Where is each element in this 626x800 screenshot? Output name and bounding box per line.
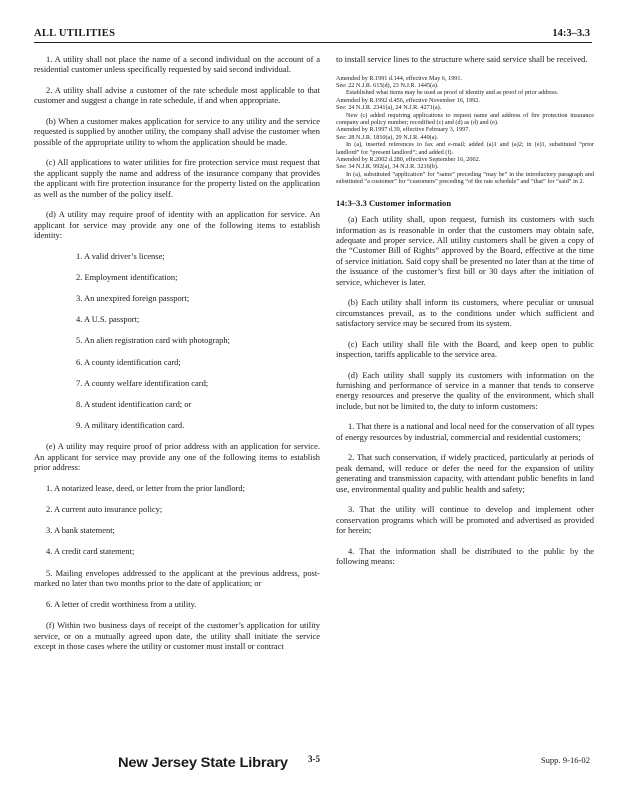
history-note: Amended by R.2002 d.280, effective September 16, 2002. [336, 156, 481, 164]
address-list [34, 483, 320, 610]
list-item: 2. Employment identification; [76, 271, 178, 282]
identity-list [34, 251, 320, 431]
header-rule [34, 42, 592, 43]
left-column [34, 54, 320, 662]
list-item: 2. A current auto insurance policy; [46, 504, 163, 515]
history-note: In (a), inserted references to fax and e-mail; added (a)1 and (a)2; in (e)1, substituted “prior landlord” for “present landlord”; and added (f). [336, 141, 594, 156]
list-item: 8. A student identification card; or [76, 399, 192, 410]
paragraph-c: (c) Each utility shall file with the Board, and keep open to public inspection, tariffs applicable to the service area. [336, 338, 594, 359]
list-item: 1. A notarized lease, deed, or letter from the prior landlord; [46, 482, 245, 493]
paragraph-1: 1. A utility shall not place the name of a second individual on the account of a residential customer unless specifically requested by said second individual. [34, 54, 320, 75]
paragraph-2: 2. A utility shall advise a customer of the rate schedule most applicable to that customer and suggest a change in rate schedule, if and when appropriate. [34, 85, 320, 106]
list-item: 2. That such conservation, if widely practiced, particularly at periods of peak demand, will reduce or defer the need for the expansion of utility generating and transmission capacity, with attendant public benefits in land use, environmental quality and public health and safety; [336, 452, 594, 494]
paragraph-b: (b) When a customer makes application for service to any utility and the service requested is supplied by another utility, the company shall advise the customer when possible of the appropriate utility to whom the application should be made. [34, 116, 320, 147]
page-number: 3-5 [308, 754, 320, 764]
history-note: Amended by R.1997 d.39, effective February 3, 1997. [336, 126, 470, 134]
history-note: See: 28 N.J.R. 1810(a), 29 N.J.R. 449(a). [336, 133, 439, 141]
list-item: 3. That the utility will continue to develop and implement other conservation programs which will be promoted and advertised as provided for herein; [336, 504, 594, 535]
list-item: 4. A credit card statement; [46, 546, 135, 557]
history-note: See: 24 N.J.R. 2341(a), 24 N.J.R. 4271(a). [336, 104, 442, 112]
list-item: 7. A county welfare identification card; [76, 377, 209, 388]
paragraph-b: (b) Each utility shall inform its customers, where peculiar or unusual circumstances prevail, as to the conditions under which sufficient and satisfactory service may be secured from its system. [336, 297, 594, 328]
paragraph-f: (f) Within two business days of receipt of the customer’s application for utility service, or on a mutually agreed upon date, the utility shall initiate the service except in those cases where the utility or customer must install or contract [34, 620, 320, 652]
list-item: 4. That the information shall be distributed to the public by the following means: [336, 545, 594, 566]
list-item: 1. A valid driver’s license; [76, 250, 165, 261]
list-item: 5. An alien registration card with photograph; [76, 335, 230, 346]
list-item: 9. A military identification card. [76, 420, 185, 431]
list-item: 4. A U.S. passport; [76, 314, 140, 325]
history-note: See: 22 N.J.R. 615(d), 23 N.J.R. 1445(a). [336, 82, 439, 89]
history-notes [336, 75, 594, 186]
paragraph-a: (a) Each utility shall, upon request, furnish its customers with such information as is reasonable in order that the customers may obtain safe, adequate and proper service. All utility customers shall be given a copy of the “Customer Bill of Rights” approved by the Board, effective at the time of service initiation. Said copy shall be presented no later than at the time of the issuance of the customer’s first bill or 30 days after the initiation of service, whichever is later. [336, 214, 594, 287]
paragraph-d: (d) Each utility shall supply its customers with information on the furnishing and performance of service in a manner that tends to conserve energy resources and preserve the quality of the environment, which shall include, but not be limited to, the duty to inform customers: [336, 369, 594, 411]
history-note: Established what items may be used as proof of identity and as proof of prior address. [346, 89, 559, 97]
paragraph-e: (e) A utility may require proof of prior address with an application for service. An applicant for service may provide any one of the following items to establish prior address: [34, 441, 320, 473]
library-watermark: New Jersey State Library [118, 754, 288, 770]
list-item: 6. A letter of credit worthiness from a utility. [46, 599, 197, 610]
history-note: New (c) added requiring applications to request name and address of fire protection insurance company and policy number; recodified (c) and (d) as (d) and (e). [336, 111, 594, 127]
paragraph-c: (c) All applications to water utilities for fire protection service must request that the applicant supply the name and address of the insurance company that provides the applicant with fire protection insurance for the property listed on the application as well as the number of the policy itself. [34, 157, 320, 199]
list-item: 5. Mailing envelopes addressed to the applicant at the previous address, post-marked no later than two months prior to the date of application; or [34, 567, 320, 589]
right-column [336, 54, 594, 577]
list-item: 6. A county identification card; [76, 356, 181, 367]
history-note: See: 34 N.J.R. 992(a), 34 N.J.R. 3216(b). [336, 163, 439, 171]
information-list [336, 421, 594, 566]
list-item: 3. A bank statement; [46, 525, 115, 536]
list-item: 3. An unexpired foreign passport; [76, 293, 190, 304]
list-item: 1. That there is a national and local need for the conservation of all types of energy resources by industrial, commercial and residential customers; [336, 421, 594, 442]
running-header-title: ALL UTILITIES [34, 28, 116, 39]
running-header-section: 14:3–3.3 [552, 28, 590, 39]
history-note: Amended by R.1991 d.144, effective May 6, 1991. [336, 74, 463, 82]
supplement-date: Supp. 9-16-02 [540, 755, 590, 765]
history-note: Amended by R.1992 d.456, effective November 16, 1992. [336, 96, 480, 104]
section-heading: 14:3–3.3 Customer information [336, 197, 452, 208]
history-note: In (a), substituted “application” for “same” preceding “may be” in the introductory paragraph and substituted “a customer” for “customers” preceding “of the rate schedule” and “that” for “said” in 2. [336, 170, 594, 186]
paragraph-d: (d) A utility may require proof of identity with an application for service. An applicant for service may provide any one of the following items to establish identity: [34, 209, 320, 241]
paragraph-continued: to install service lines to the structure where said service shall be received. [336, 54, 588, 64]
